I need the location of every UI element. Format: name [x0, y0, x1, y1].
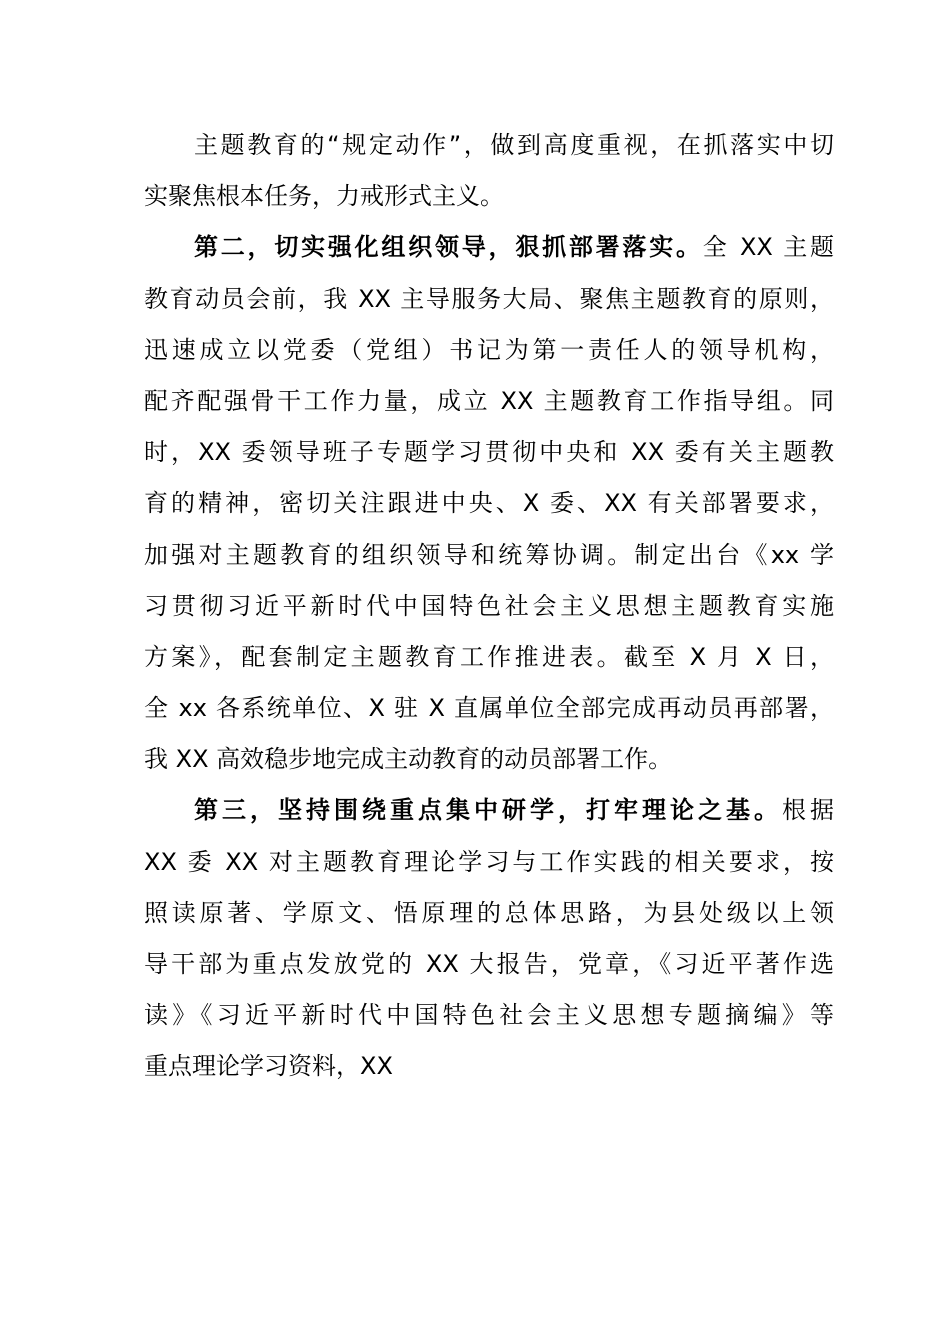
paragraph-2 — [144, 222, 834, 785]
text-line: 实聚焦根本任务，力戒形式主义。 — [144, 182, 504, 211]
text-line: 加强对主题教育的组织领导和统筹协调。制定出台《xx 学 — [144, 540, 834, 569]
paragraph-3 — [144, 785, 834, 1092]
text-line: 我 XX 高效稳步地完成主动教育的动员部署工作。 — [144, 745, 673, 774]
text-line: 方案》，配套制定主题教育工作推进表。截至 X 月 X 日， — [144, 642, 834, 671]
text-run: 根据 — [782, 796, 834, 825]
paragraph-1 — [144, 120, 834, 222]
paragraph-3-first-line — [144, 785, 834, 836]
document-body — [144, 120, 834, 1093]
text-line: 全 xx 各系统单位、X 驻 X 直属单位全部完成再动员再部署， — [144, 694, 834, 723]
paragraph-3-heading: 第三，坚持围绕重点集中研学，打牢理论之基。 — [194, 796, 782, 825]
text-line: 时，XX 委领导班子专题学习贯彻中央和 XX 委有关主题教 — [144, 438, 834, 467]
text-line: XX 委 XX 对主题教育理论学习与工作实践的相关要求，按 — [144, 847, 834, 876]
paragraph-2-heading: 第二，切实强化组织领导，狠抓部署落实。 — [194, 233, 703, 262]
text-line: 照读原著、学原文、悟原理的总体思路，为县处级以上领 — [144, 898, 834, 927]
text-line: 教育动员会前，我 XX 主导服务大局、聚焦主题教育的原则， — [144, 284, 834, 313]
text-line: 习贯彻习近平新时代中国特色社会主义思想主题教育实施 — [144, 591, 834, 620]
text-line: 重点理论学习资料，XX — [144, 1052, 393, 1081]
paragraph-2-first-line — [144, 222, 834, 273]
text-line: 迅速成立以党委（党组）书记为第一责任人的领导机构， — [144, 335, 834, 364]
text-line: 育的精神，密切关注跟进中央、X 委、XX 有关部署要求， — [144, 489, 834, 518]
text-run: 全 XX 主题 — [702, 233, 834, 262]
text-line: 配齐配强骨干工作力量，成立 XX 主题教育工作指导组。同 — [144, 386, 834, 415]
text-line: 导干部为重点发放党的 XX 大报告，党章，《习近平著作选 — [144, 950, 834, 978]
text-line: 读》《习近平新时代中国特色社会主义思想专题摘编》等 — [144, 1001, 834, 1030]
text-line: 主题教育的“规定动作”，做到高度重视，在抓落实中切 — [194, 131, 834, 159]
